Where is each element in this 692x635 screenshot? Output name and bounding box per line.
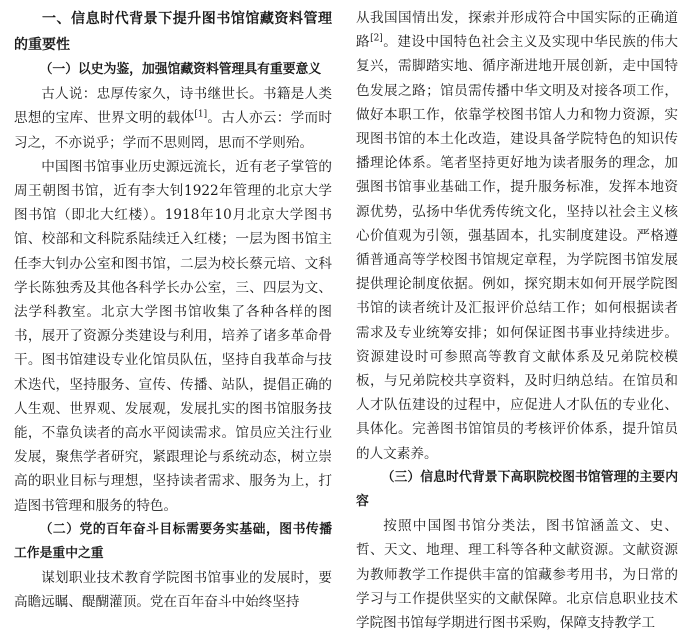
subsection-heading-3: （三）信息时代背景下高职院校图书馆管理的主要内容: [356, 469, 678, 510]
paragraph-text: 从我国国情出发，探索并形成符合中国实际的正确道路: [356, 10, 678, 51]
paragraph-text: 。建设中国特色社会主义及实现中华民族的伟大复兴，需脚踏实地、循序渐进地开展创新，走中国特色发展之路；馆员需传播中华文明及对接各项工作，做好本职工作，依靠学校图书馆人力和物力资源，实现图书馆的本土化改造，建设具备学院特色的知识传播理论体系。笔者坚持更好地为读者服务的理念，加强图书馆事业基础工作，提升服务标准，发挥本地资源优势，弘扬中华优秀传统文化，坚持以社会主义核心价值观为引领，强基固本，扎实制度建设。严格遵循普通高等学校图书馆规定章程，为学院图书馆发展提供理论制度依据。例如，探究期末如何开展学院图书馆的读者统计及汇报评价总结工作；如何根据读者需求及专业统筹安排；如何保证图书事业持续进步。资源建设时可参照高等教育文献体系及兄弟院校模板，与兄弟院校共享资料，及时归纳总结。在馆员和人才队伍建设的过程中，应促进人才队伍的专业化、具体化。完善图书馆馆员的考核评价体系，提升馆员的人文素养。: [356, 34, 679, 462]
paragraph: 按照中国图书馆分类法，图书馆涵盖文、史、哲、天文、地理、理工科等各种文献资源。文献资源为教师教学工作提供丰富的馆藏参考用书，为日常的学习与工作提供坚实的文献保障。北京信息职业技术学院图书馆每学期进行图书采购，保障支持教学工: [356, 518, 678, 632]
paragraph: [14, 82, 332, 155]
paragraph: [356, 6, 678, 466]
subsection-heading-1: （一）以史为鉴，加强馆藏资料管理具有重要意义: [39, 62, 322, 77]
paragraph: 谋划职业技术教育学院图书馆事业的发展时，要高瞻远瞩、醍醐灌顶。党在百年奋斗中始终坚持: [14, 570, 332, 611]
left-column: [14, 6, 332, 615]
paragraph-text: 古人说：忠厚传家久，诗书继世长。书籍是人类思想的宝库、世界文明的载体: [14, 86, 332, 127]
paragraph: 中国图书馆事业历史源远流长，近有老子掌管的周王朝图书馆，近有李大钊1922年管理的北京大学图书馆（即北大红楼）。1918年10月北京大学图书馆、校部和文科院系陆续迁入红楼；一层为图书馆主任李大钊办公室和图书馆，二层为校长蔡元培、文科学长陈独秀及其他各科学长办公室，三、四层为文、法学科教室。北京大学图书馆收集了各种各样的图书，展开了资源分类建设与利用，培养了诸多革命骨干。图书馆建设专业化馆员队伍，坚持自我革命与技术迭代，坚持服务、宣传、传播、站队，提倡正确的人生观、世界观、发展观，发展扎实的图书馆服务技能，不靠负读者的高水平阅读需求。馆员应关注行业发展，聚焦学者研究，紧跟理论与系统动态，树立崇高的职业目标与理想，坚持读者需求、服务为上，打造图书管理和服务的特色。: [14, 158, 332, 514]
paragraph-text: 。古人亦云：学而时习之，不亦说乎；学而不思则罔，思而不学则殆。: [14, 110, 332, 151]
subsection-heading-2: （二）党的百年奋斗目标需要务实基础，图书传播工作是重中之重: [14, 521, 332, 562]
citation-ref: [2]: [370, 33, 383, 44]
section-title: 一、信息时代背景下提升图书馆馆藏资料管理的重要性: [14, 11, 332, 53]
citation-ref: [1]: [194, 109, 208, 120]
right-column: [356, 6, 678, 635]
